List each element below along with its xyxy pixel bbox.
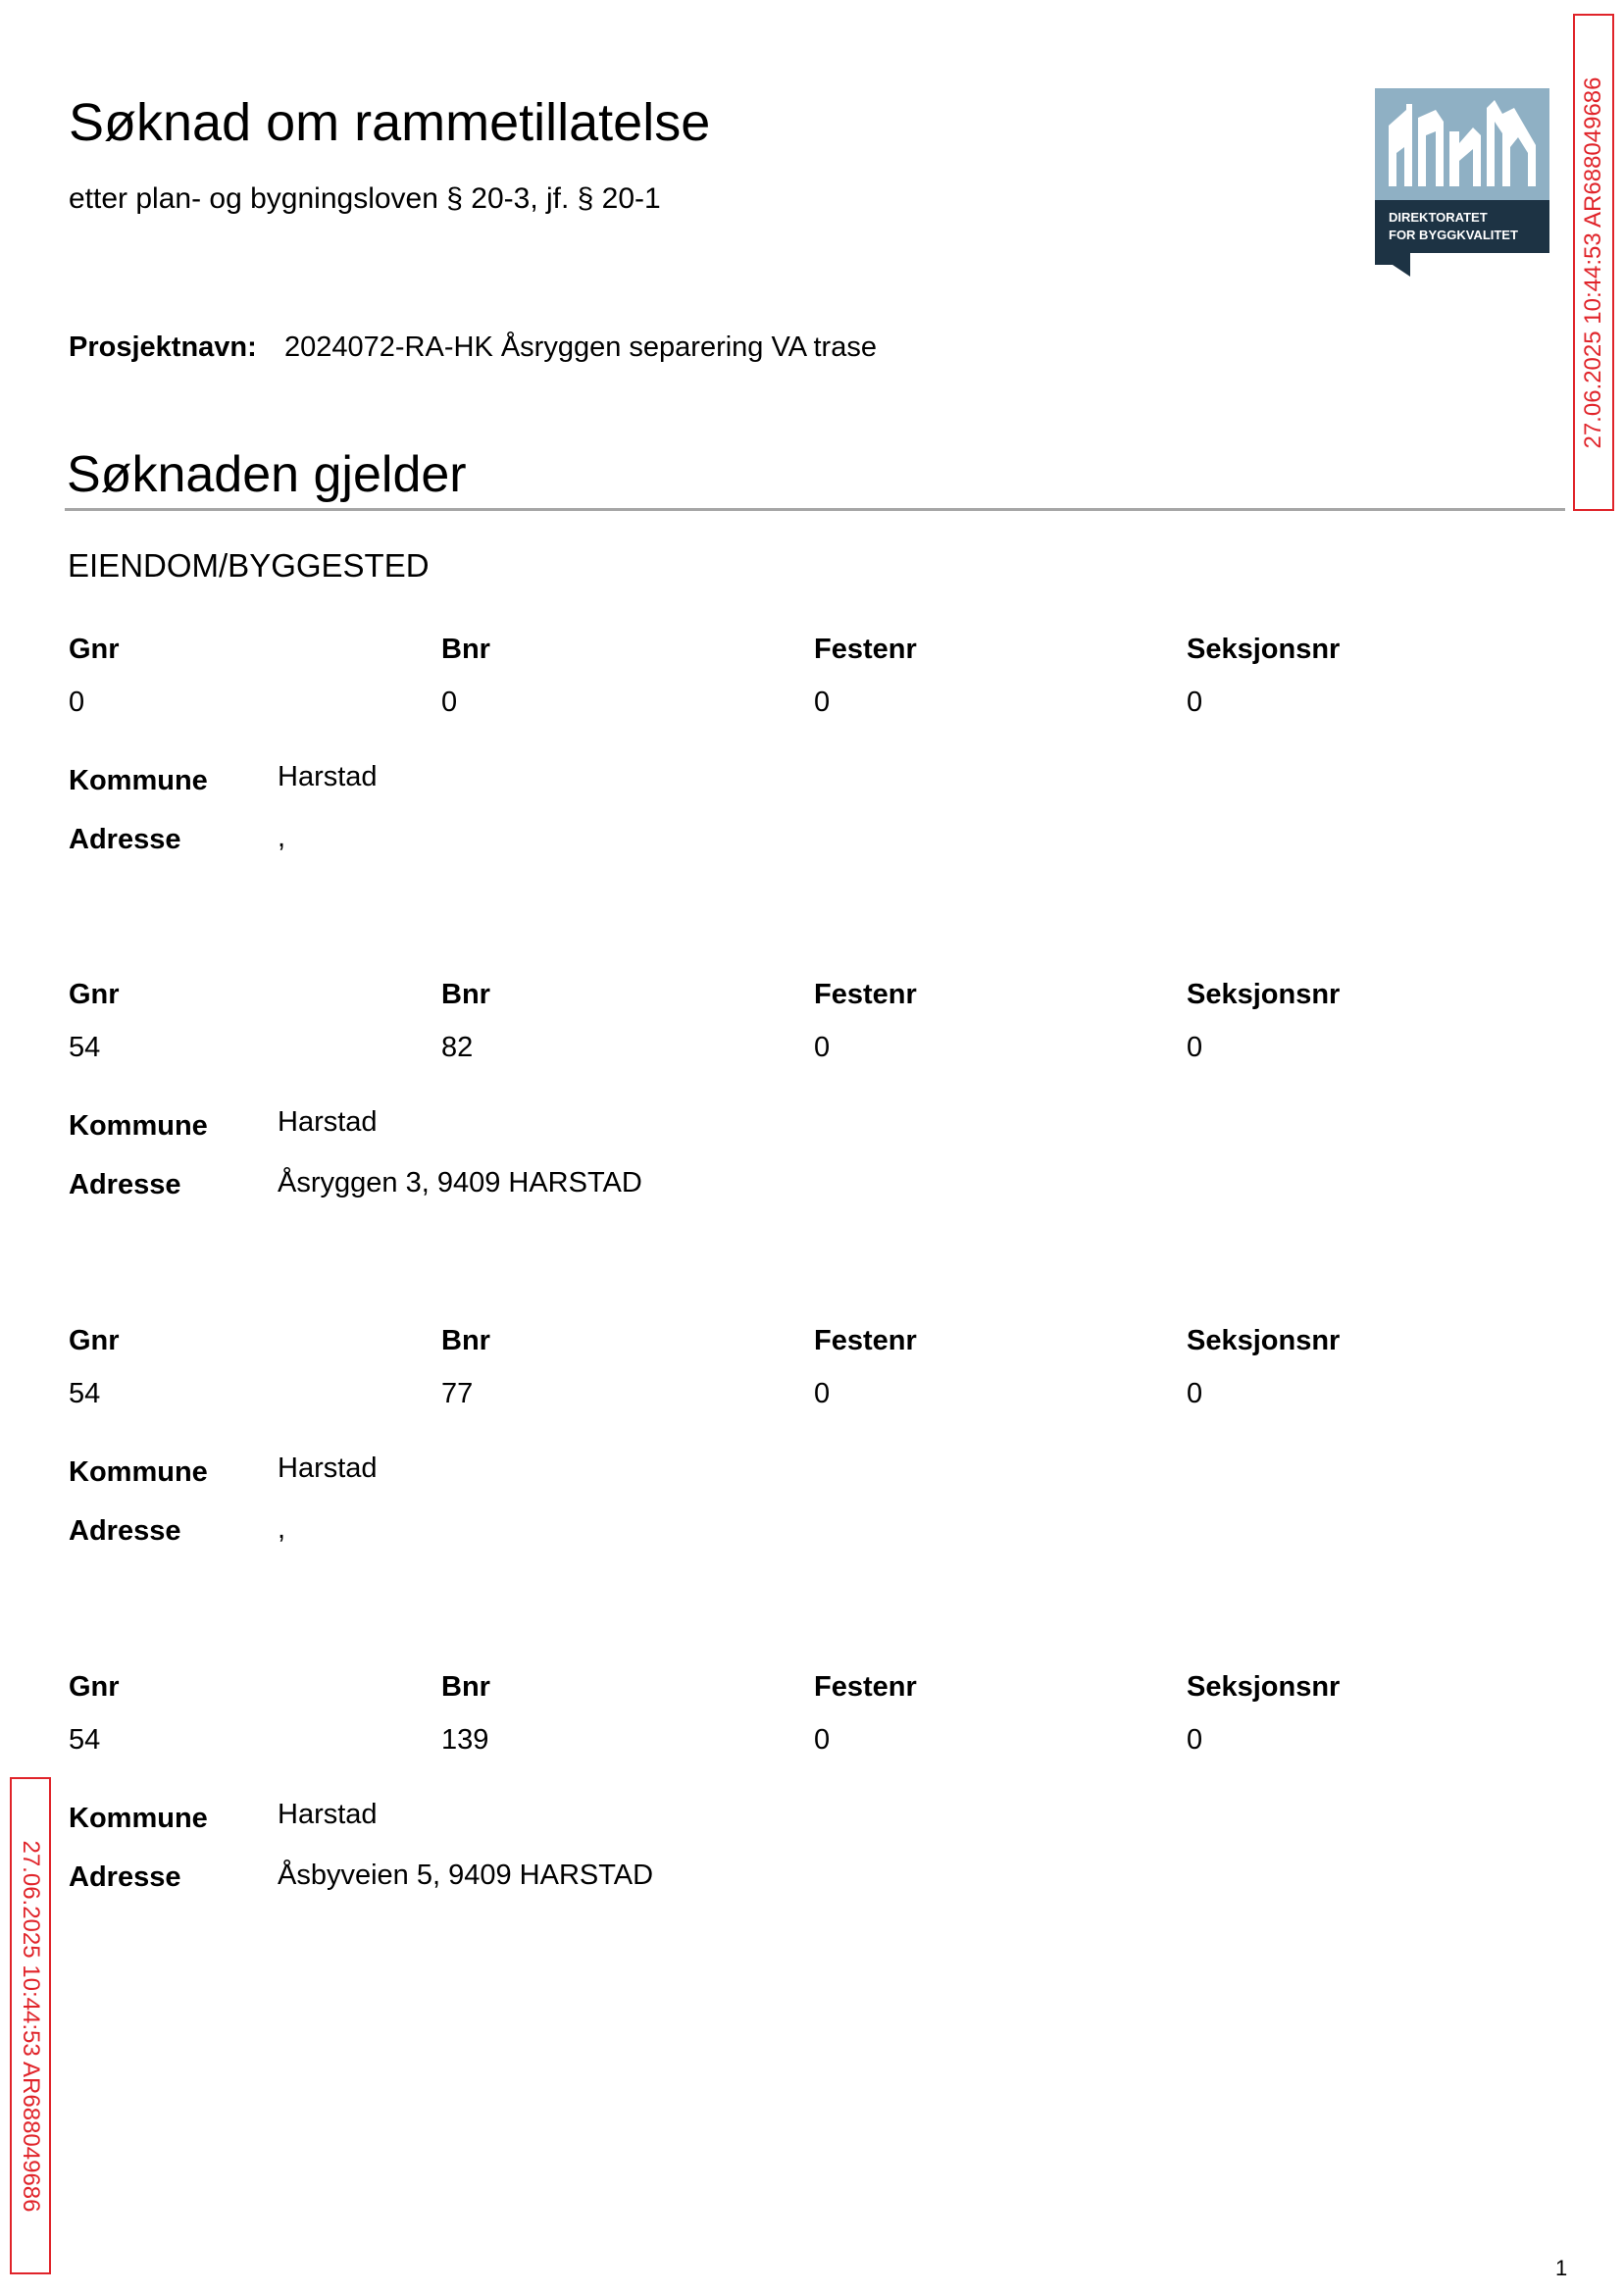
section-heading: Søknaden gjelder (67, 446, 467, 503)
festenr-label: Festenr (814, 1325, 917, 1356)
logo-text-line1: DIREKTORATET (1389, 210, 1488, 225)
festenr-label: Festenr (814, 1671, 917, 1703)
bnr-label: Bnr (441, 1671, 490, 1703)
archive-stamp-top (1573, 14, 1614, 511)
project-name: 2024072-RA-HK Åsryggen separering VA trase (284, 331, 877, 363)
seksjonsnr-column (1187, 1327, 1540, 1408)
adresse-label: Adresse (69, 1169, 181, 1200)
seksjonsnr-value: 0 (1187, 687, 1203, 718)
property-id-grid (69, 636, 1442, 724)
festenr-value: 0 (814, 1032, 831, 1063)
kommune-value: Harstad (278, 1106, 378, 1138)
festenr-label: Festenr (814, 979, 917, 1010)
seksjonsnr-column (1187, 981, 1540, 1062)
kommune-label: Kommune (69, 1110, 208, 1142)
bnr-label: Bnr (441, 634, 490, 665)
seksjonsnr-column (1187, 1673, 1540, 1755)
document-title: Søknad om rammetillatelse (69, 93, 711, 152)
adresse-value: , (278, 822, 286, 853)
kommune-row (69, 1106, 378, 1142)
festenr-label: Festenr (814, 634, 917, 665)
gnr-value: 54 (69, 1724, 101, 1756)
kommune-row (69, 761, 378, 796)
bnr-value: 0 (441, 687, 458, 718)
seksjonsnr-label: Seksjonsnr (1187, 1671, 1341, 1703)
kommune-label: Kommune (69, 1803, 208, 1834)
gnr-label: Gnr (69, 979, 120, 1010)
adresse-label: Adresse (69, 1515, 181, 1547)
kommune-value: Harstad (278, 761, 378, 792)
seksjonsnr-label: Seksjonsnr (1187, 1325, 1341, 1356)
gnr-label: Gnr (69, 1671, 120, 1703)
section-divider (65, 508, 1565, 511)
property-id-grid (69, 1673, 1442, 1761)
logo-bottom-panel (1375, 200, 1549, 253)
seksjonsnr-label: Seksjonsnr (1187, 634, 1341, 665)
seksjonsnr-value: 0 (1187, 1032, 1203, 1063)
bnr-label: Bnr (441, 1325, 490, 1356)
property-block (69, 1327, 1442, 1592)
gnr-value: 54 (69, 1032, 101, 1063)
kommune-row (69, 1799, 378, 1834)
seksjonsnr-value: 0 (1187, 1378, 1203, 1409)
bnr-value: 77 (441, 1378, 474, 1409)
adresse-row (69, 1860, 654, 1893)
gnr-label: Gnr (69, 634, 120, 665)
adresse-row (69, 1513, 286, 1547)
festenr-column (814, 1673, 1167, 1755)
kommune-label: Kommune (69, 765, 208, 796)
gnr-value: 0 (69, 687, 85, 718)
seksjonsnr-column (1187, 636, 1540, 717)
kommune-label: Kommune (69, 1456, 208, 1488)
dibk-logo (1375, 88, 1549, 277)
property-id-grid (69, 1327, 1442, 1415)
archive-stamp-text: 27.06.2025 10:44:53 AR688049686 (18, 1839, 44, 2213)
seksjonsnr-value: 0 (1187, 1724, 1203, 1756)
festenr-column (814, 1327, 1167, 1408)
seksjonsnr-label: Seksjonsnr (1187, 979, 1341, 1010)
adresse-row (69, 1167, 642, 1200)
property-block (69, 981, 1442, 1246)
bnr-column (441, 636, 794, 717)
subsection-heading: EIENDOM/BYGGESTED (68, 547, 430, 584)
property-block (69, 1673, 1442, 1938)
adresse-row (69, 822, 286, 855)
bnr-value: 82 (441, 1032, 474, 1063)
kommune-row (69, 1453, 378, 1488)
bnr-label: Bnr (441, 979, 490, 1010)
dibk-logo-graphic (1375, 88, 1549, 277)
page-number: 1 (1555, 2256, 1568, 2280)
document-subtitle: etter plan- og bygningsloven § 20-3, jf. § 20-1 (69, 182, 661, 215)
adresse-label: Adresse (69, 1861, 181, 1893)
gnr-label: Gnr (69, 1325, 120, 1356)
bnr-column (441, 1673, 794, 1755)
adresse-label: Adresse (69, 824, 181, 855)
kommune-value: Harstad (278, 1799, 378, 1830)
kommune-value: Harstad (278, 1453, 378, 1484)
gnr-column (69, 1673, 422, 1755)
bnr-column (441, 981, 794, 1062)
project-label: Prosjektnavn: (69, 331, 257, 363)
property-id-grid (69, 981, 1442, 1069)
property-block (69, 636, 1442, 900)
adresse-value: Åsbyveien 5, 9409 HARSTAD (278, 1860, 654, 1891)
festenr-value: 0 (814, 1378, 831, 1409)
logo-text-line2: FOR BYGGKVALITET (1389, 228, 1518, 242)
adresse-value: , (278, 1513, 286, 1545)
project-row (69, 333, 877, 362)
festenr-column (814, 981, 1167, 1062)
bnr-column (441, 1327, 794, 1408)
gnr-column (69, 981, 422, 1062)
logo-tab (1375, 253, 1410, 277)
gnr-column (69, 636, 422, 717)
festenr-column (814, 636, 1167, 717)
gnr-column (69, 1327, 422, 1408)
festenr-value: 0 (814, 1724, 831, 1756)
archive-stamp-text: 27.06.2025 10:44:53 AR688049686 (1580, 76, 1606, 449)
bnr-value: 139 (441, 1724, 489, 1756)
gnr-value: 54 (69, 1378, 101, 1409)
adresse-value: Åsryggen 3, 9409 HARSTAD (278, 1167, 642, 1198)
festenr-value: 0 (814, 687, 831, 718)
archive-stamp-bottom (10, 1777, 51, 2274)
